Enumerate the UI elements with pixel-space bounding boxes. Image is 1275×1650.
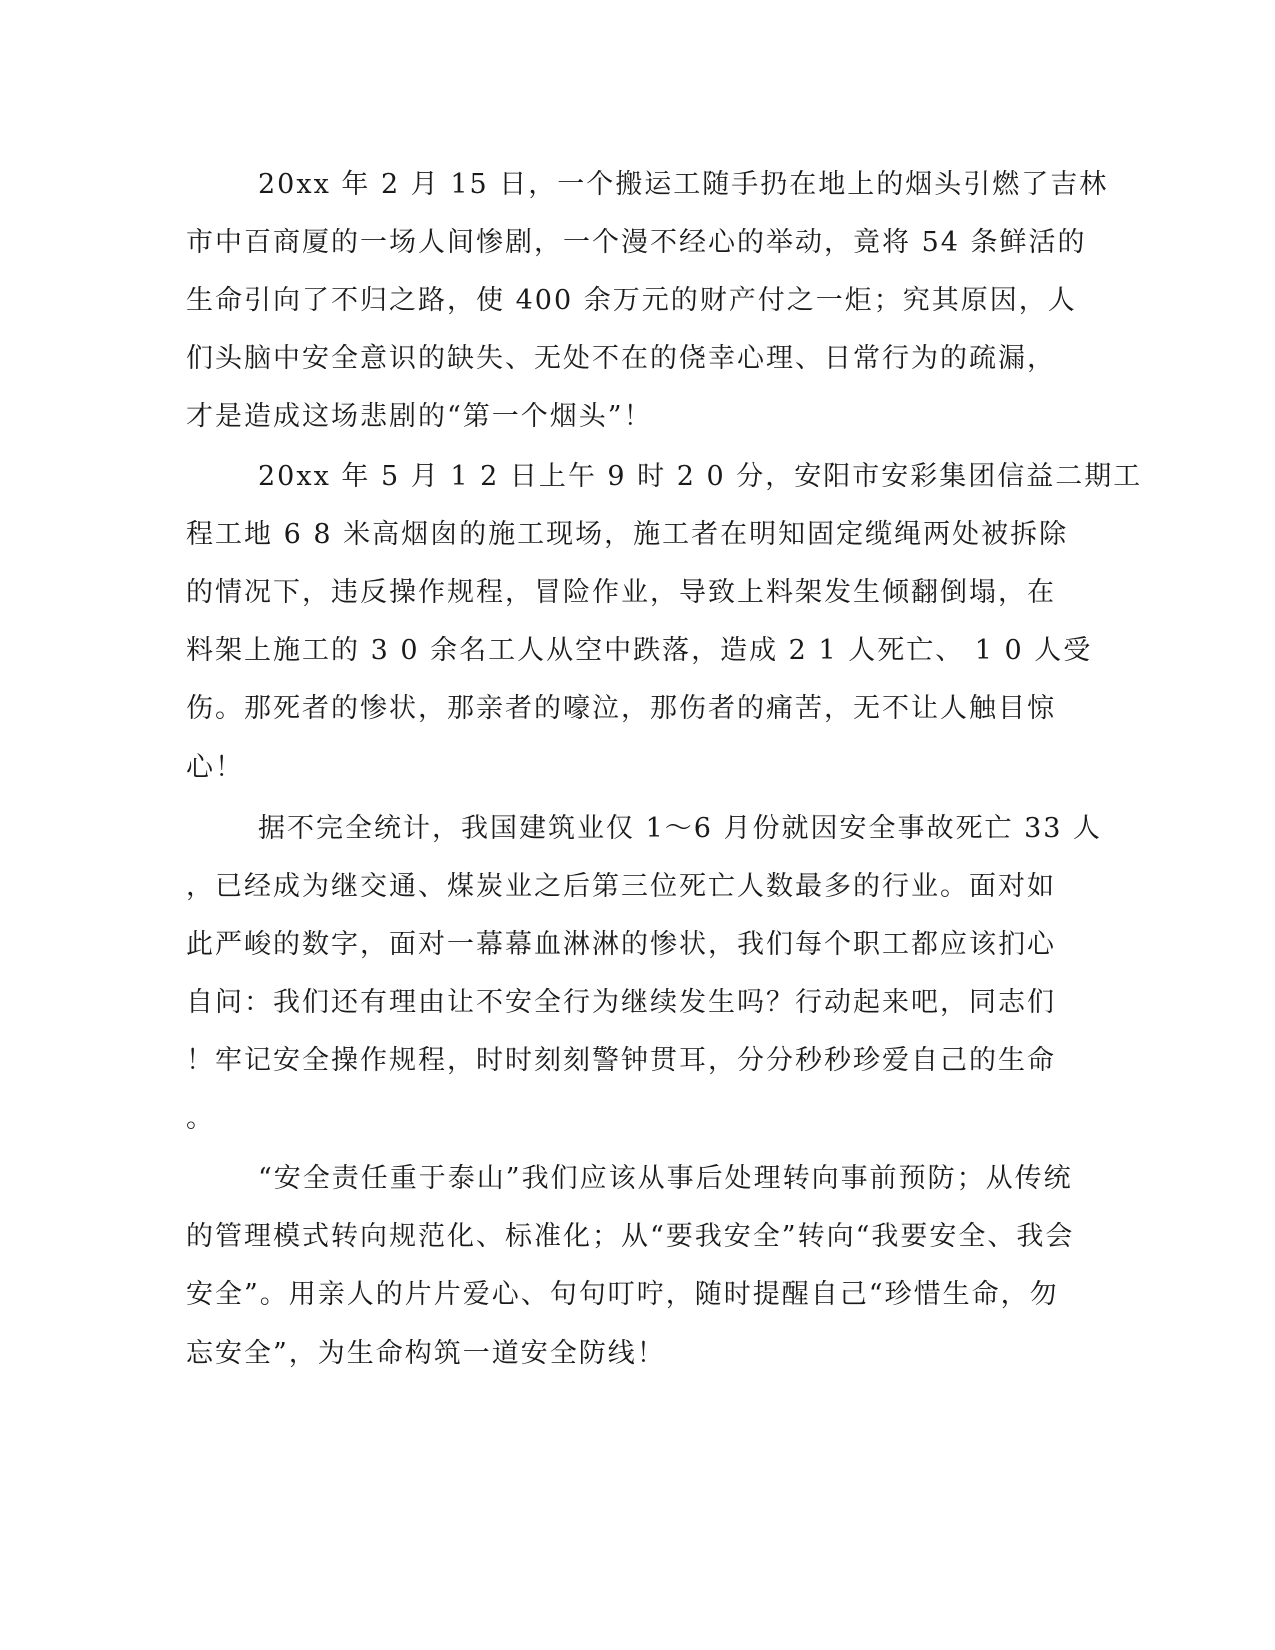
paragraph-1-line-1: 20xx 年 2 月 15 日，一个搬运工随手扔在地上的烟头引燃了吉林 <box>258 169 1109 200</box>
paragraph-1-line-4: 们头脑中安全意识的缺失、无处不在的侥幸心理、日常行为的疏漏， <box>186 343 1056 374</box>
paragraph-2-line-3: 的情况下，违反操作规程，冒险作业，导致上料架发生倾翻倒塌，在 <box>186 577 1056 608</box>
paragraph-2-line-2: 程工地 6 8 米高烟囱的施工现场，施工者在明知固定缆绳两处被拆除 <box>186 519 1069 550</box>
paragraph-3-line-4: 自问：我们还有理由让不安全行为继续发生吗？行动起来吧，同志们 <box>186 987 1056 1018</box>
paragraph-4-line-4: 忘安全”，为生命构筑一道安全防线！ <box>186 1338 666 1369</box>
paragraph-2-line-4: 料架上施工的 3 0 余名工人从空中跌落，造成 2 1 人死亡、 1 0 人受 <box>186 635 1093 666</box>
paragraph-1-line-5: 才是造成这场悲剧的“第一个烟头”！ <box>186 401 653 432</box>
paragraph-2-line-5: 伤。那死者的惨状，那亲者的嚎泣，那伤者的痛苦，无不让人触目惊 <box>186 693 1056 724</box>
paragraph-4-line-3: 安全”。用亲人的片片爱心、句句叮咛，随时提醒自己“珍惜生命，勿 <box>186 1279 1059 1310</box>
paragraph-3-line-1: 据不完全统计，我国建筑业仅 1～6 月份就因安全事故死亡 33 人 <box>258 813 1103 844</box>
paragraph-4-line-2: 的管理模式转向规范化、标准化；从“要我安全”转向“我要安全、我会 <box>186 1221 1075 1252</box>
paragraph-1-line-2: 市中百商厦的一场人间惨剧，一个漫不经心的举动，竟将 54 条鲜活的 <box>186 227 1087 258</box>
paragraph-2-line-6: 心！ <box>186 752 244 783</box>
paragraph-3-line-6: 。 <box>186 1103 215 1134</box>
paragraph-3-line-5: ！牢记安全操作规程，时时刻刻警钟贯耳，分分秒秒珍爱自己的生命 <box>186 1045 1056 1076</box>
paragraph-3-line-2: ，已经成为继交通、煤炭业之后第三位死亡人数最多的行业。面对如 <box>186 871 1056 902</box>
paragraph-2-line-1: 20xx 年 5 月 1 2 日上午 9 时 2 0 分，安阳市安彩集团信益二期工 <box>258 461 1143 492</box>
paragraph-1-line-3: 生命引向了不归之路，使 400 余万元的财产付之一炬；究其原因，人 <box>186 285 1077 316</box>
paragraph-3-line-3: 此严峻的数字，面对一幕幕血淋淋的惨状，我们每个职工都应该扪心 <box>186 929 1056 960</box>
paragraph-4-line-1: “安全责任重于泰山”我们应该从事后处理转向事前预防；从传统 <box>258 1163 1073 1194</box>
